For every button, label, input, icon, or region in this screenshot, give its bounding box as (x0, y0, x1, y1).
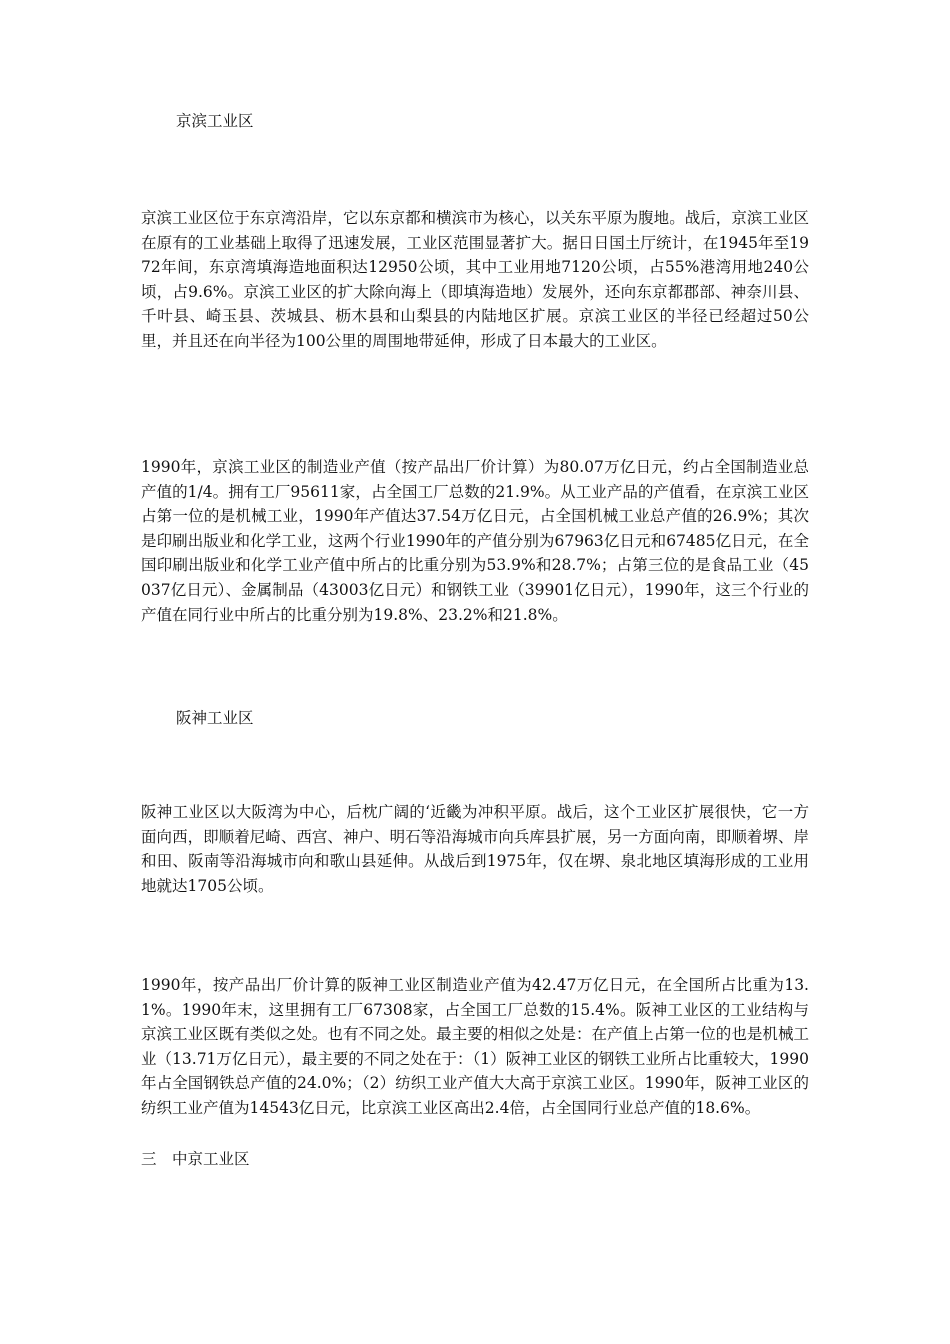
paragraph-hanshin-output: 1990年，按产品出厂价计算的阪神工业区制造业产值为42.47万亿日元，在全国所占比重为13.1%。1990年末，这里拥有工厂67308家，占全国工厂总数的15.4%。阪神工业区的工业结构与京滨工业区既有类似之处。也有不同之处。最主要的相似之处是：在产值上占第一位的也是机械工业（13.71万亿日元），最主要的不同之处在于：（1）阪神工业区的钢铁工业所占比重较大，1990年占全国钢铁总产值的24.0%；（2）纺织工业产值大大高于京滨工业区。1990年，阪神工业区的纺织工业产值为14543亿日元，比京滨工业区高出2.4倍，占全国同行业总产值的18.6%。 (141, 976, 809, 1117)
section-heading-keihin: 京滨工业区 (176, 112, 254, 130)
paragraph-keihin-output: 1990年，京滨工业区的制造业产值（按产品出厂价计算）为80.07万亿日元，约占全国制造业总产值的1/4。拥有工厂95611家，占全国工厂总数的21.9%。从工业产品的产值看，在京滨工业区占第一位的是机械工业，1990年产值达37.54万亿日元，占全国机械工业总产值的26.9%；其次是印刷出版业和化学工业，这两个行业1990年的产值分别为67963亿日元和67485亿日元，在全国印刷出版业和化学工业产值中所占的比重分别为53.9%和28.7%；占第三位的是食品工业（45037亿日元）、金属制品（43003亿日元）和钢铁工业（39901亿日元），1990年，这三个行业的产值在同行业中所占的比重分别为19.8%、23.2%和21.8%。 (141, 458, 809, 624)
section-heading-hanshin: 阪神工业区 (176, 709, 254, 727)
section-heading-chukyo: 三 中京工业区 (141, 1150, 250, 1168)
paragraph-keihin-overview: 京滨工业区位于东京湾沿岸，它以东京都和横滨市为核心，以关东平原为腹地。战后，京滨工业区在原有的工业基础上取得了迅速发展，工业区范围显著扩大。据日日国土厅统计，在1945年至1972年间，东京湾填海造地面积达12950公顷，其中工业用地7120公顷，占55%港湾用地240公顷，占9.6%。京滨工业区的扩大除向海上（即填海造地）发展外，还向东京都郡部、神奈川县、千叶县、崎玉县、茨城县、枥木县和山梨县的内陆地区扩展。京滨工业区的半径已经超过50公里，并且还在向半径为100公里的周围地带延伸，形成了日本最大的工业区。 (141, 209, 809, 350)
paragraph-hanshin-overview: 阪神工业区以大阪湾为中心，后枕广阔的‘近畿为冲积平原。战后，这个工业区扩展很快，它一方面向西，即顺着尼崎、西宫、神户、明石等沿海城市向兵库县扩展，另一方面向南，即顺着堺、岸和田、阪南等沿海城市向和歌山县延伸。从战后到1975年，仅在堺、泉北地区填海形成的工业用地就达1705公顷。 (141, 803, 809, 895)
